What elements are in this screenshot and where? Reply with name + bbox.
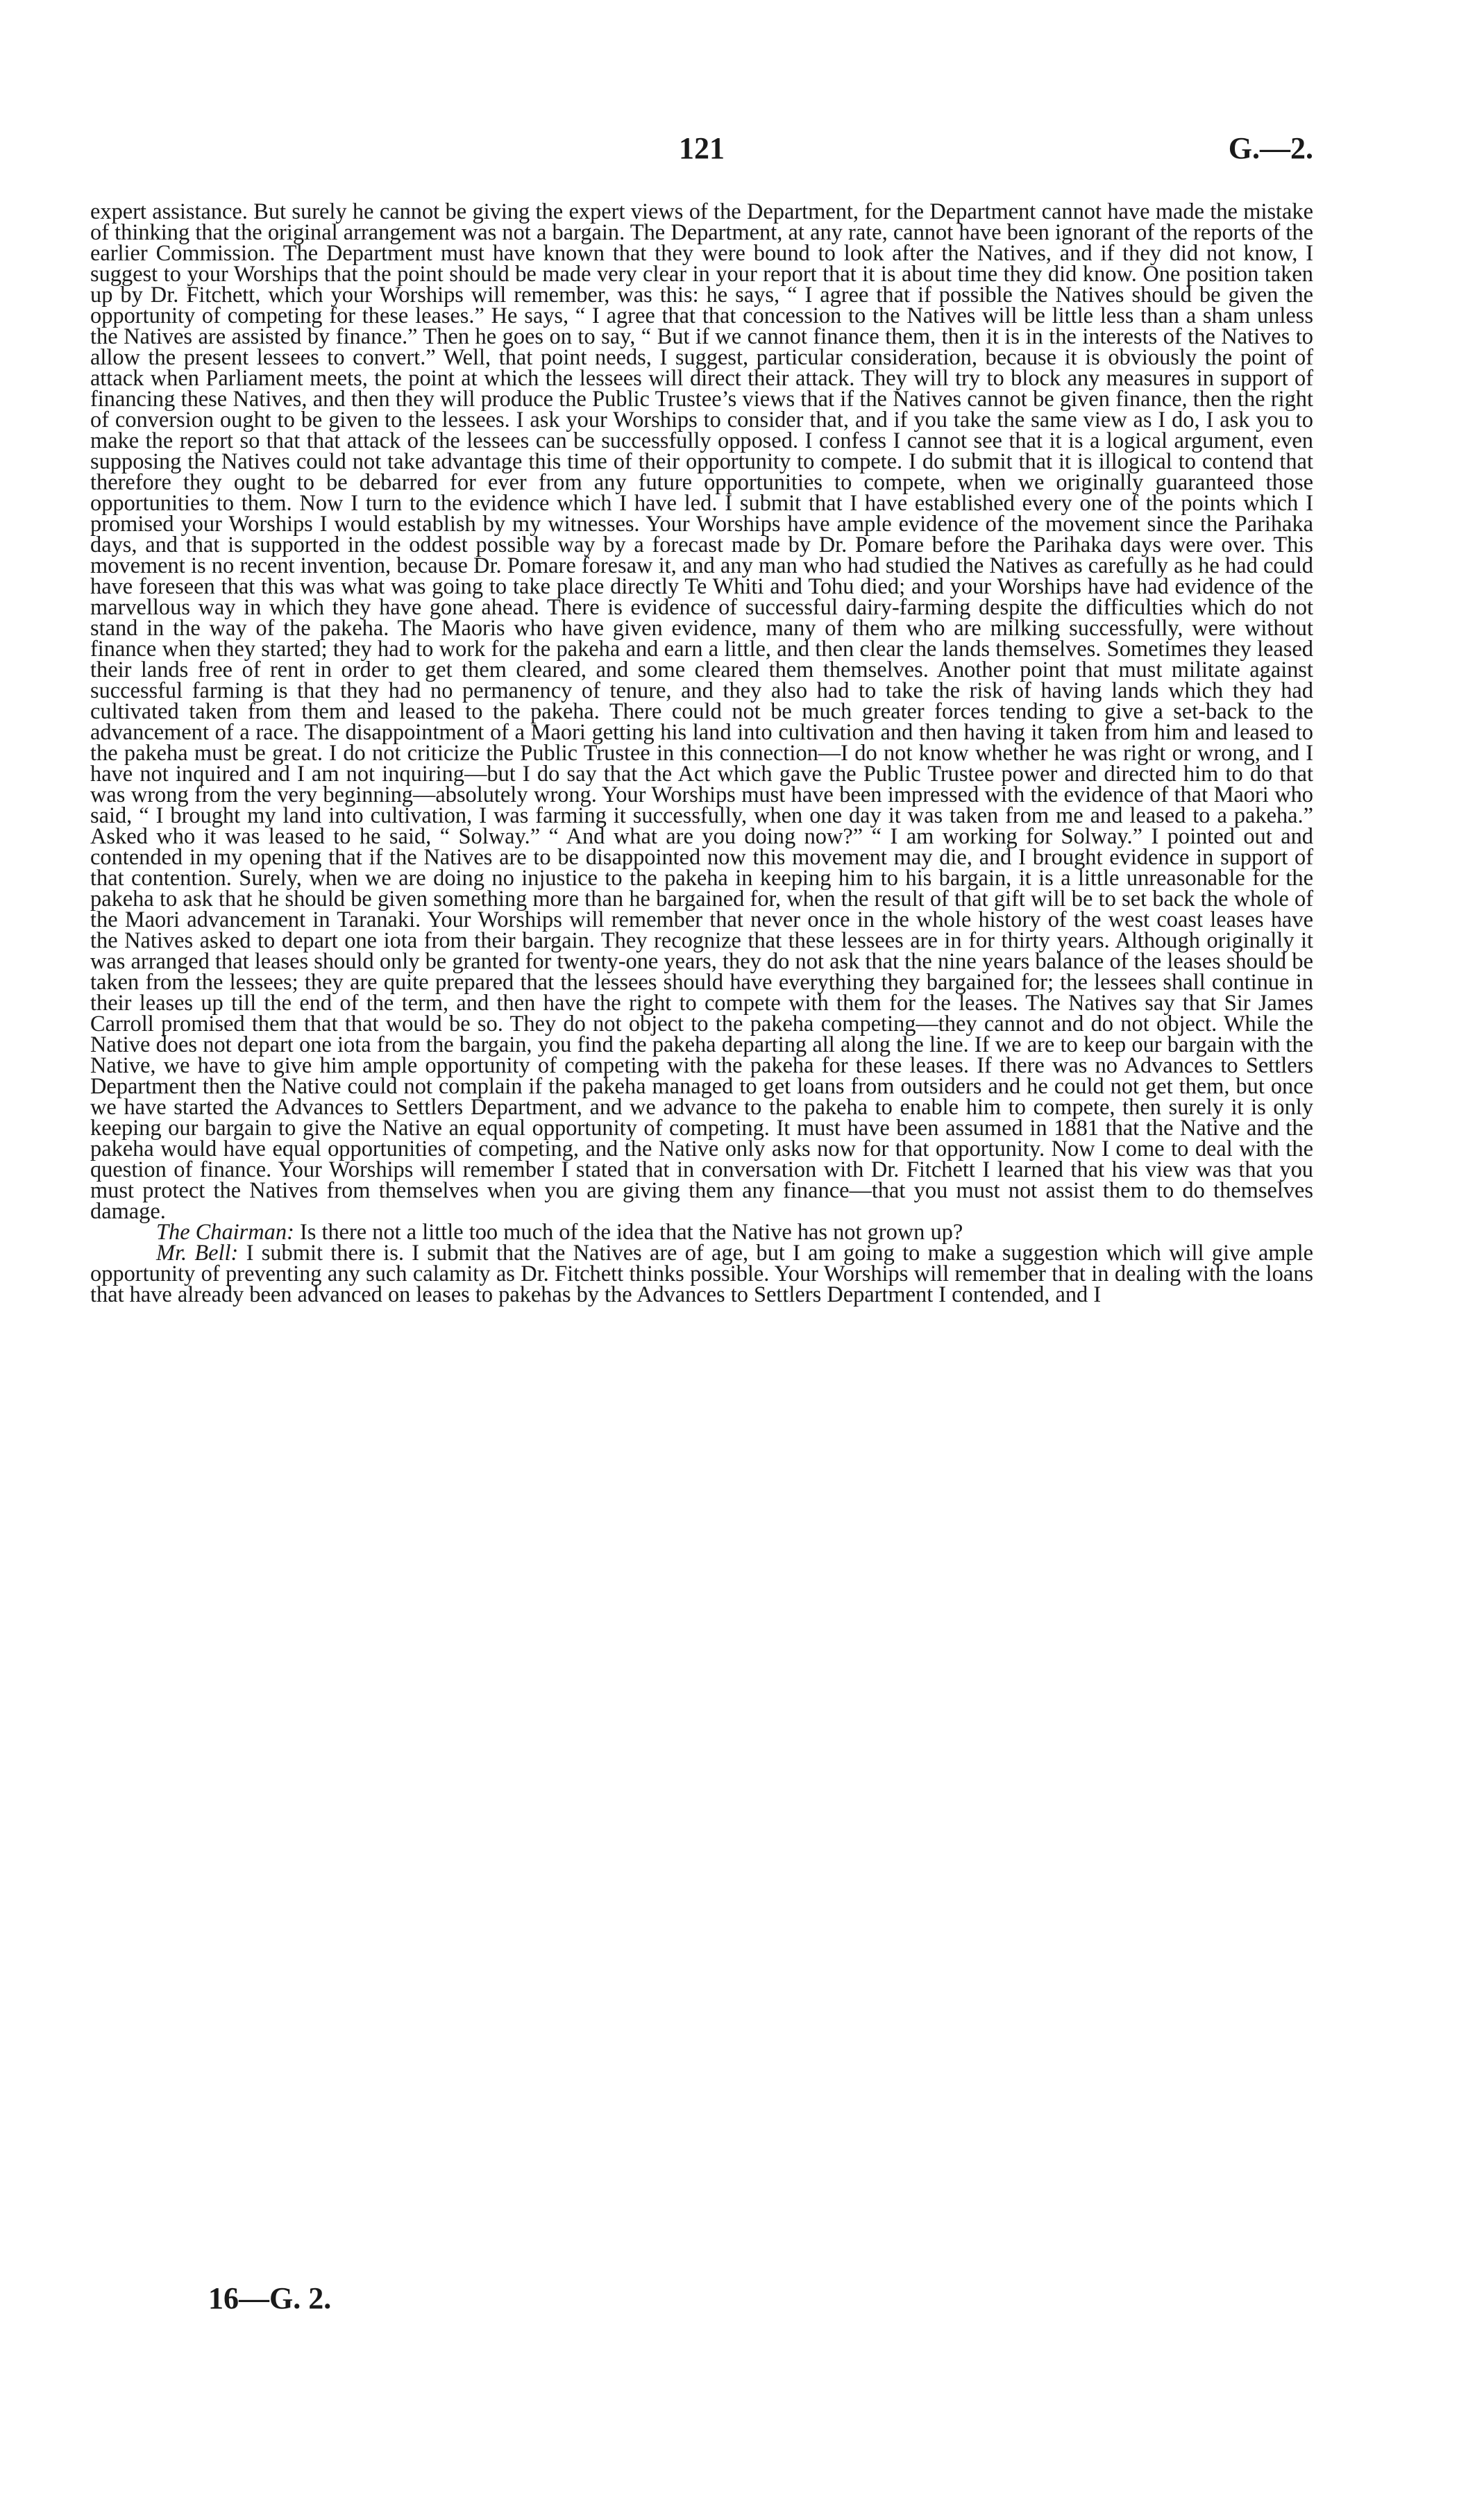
page-signature: 16—G. 2. [208, 2281, 332, 2315]
paragraph-text: Is there not a little too much of the idea that the Native has not grown up? [294, 1220, 963, 1245]
speaker-name: The Chairman: [156, 1220, 294, 1245]
paragraph-expert-assistance [90, 201, 1313, 1222]
paragraph-text: I submit there is. I submit that the Natives are of age, but I am going to make a suggestion which will give ample opportunity of preventing any such calamity as Dr. Fitchett thinks possible. Your Worships will remember that in dealing with the loans that have already been advanced on leases to pakehas by the Advances to Settlers Department I contended, and I [90, 1241, 1314, 1307]
speaker-name: Mr. Bell: [156, 1241, 239, 1266]
paragraph-text: expert assistance. But surely he cannot be giving the expert views of the Department, for the Department cannot have made the mistake of thinking that the original arrangement was not a bargain. The Department, at any rate, cannot have been ignorant of the reports of the earlier Commission. The Department must have known that they were bound to look after the Natives, and if they did not know, I suggest to your Worships that the point should be made very clear in your report that it is about time they did know. One position taken up by Dr. Fitchett, which your Worships will remember, was this: he says, “ I agree that if possible the Natives should be given the opportunity of competing for these leases.” He says, “ I agree that that concession to the Natives will be little less than a sham unless the Natives are assisted by finance.” Then he goes on to say, “ But if we cannot finance them, then it is in the interests of the Natives to allow the present lessees to convert.” Well, that point needs, I suggest, particular consideration, because it is obviously the point of attack when Parliament meets, the point at which the lessees will direct their attack. They will try to block any measures in support of financing these Natives, and then they will produce the Public Trustee’s views that if the Natives cannot be given finance, then the right of conversion ought to be given to the lessees. I ask your Worships to consider that, and if you take the same view as I do, I ask you to make the report so that that attack of the lessees can be successfully opposed. I confess I cannot see that it is a logical argument, even supposing the Natives could not take advantage this time of their opportunity to compete. I do submit that it is illogical to contend that therefore they ought to be debarred for ever from any future opportunities to compete, when we originally guaranteed those opportunities to them. Now I turn to the evidence which I have led. I submit that I have established every one of the points which I promised your Worships I would establish by my witnesses. Your Worships have ample evidence of the movement since the Parihaka days, and that is supported in the oddest possible way by a forecast made by Dr. Pomare before the Parihaka days were over. This movement is no recent invention, because Dr. Pomare foresaw it, and any man who had studied the Natives as carefully as he had could have foreseen that this was what was going to take place directly Te Whiti and Tohu died; and your Worships have had evidence of the marvellous way in which they have gone ahead. There is evidence of successful dairy-farming despite the difficulties which do not stand in the way of the pakeha. The Maoris who have given evidence, many of them who are milking successfully, were without finance when they started; they had to work for the pakeha and earn a little, and then clear the lands themselves. Sometimes they leased their lands free of rent in order to get them cleared, and some cleared them themselves. Another point that must militate against successful farming is that they had no permanency of tenure, and they also had to take the risk of having lands which they had cultivated taken from them and leased to the pakeha. There could not be much greater forces tending to give a set-back to the advancement of a race. The disappointment of a Maori getting his land into cultivation and then having it taken from him and leased to the pakeha must be great. I do not criticize the Public Trustee in this connection—I do not know whether he was right or wrong, and I have not inquired and I am not inquiring—but I do say that the Act which gave the Public Trustee power and directed him to do that was wrong from the very beginning—absolutely wrong. Your Worships must have been impressed with the evidence of that Maori who said, “ I brought my land into cultivation, I was farming it successfully, when one day it was taken from me and leased to a pakeha.” Asked who it was leased to he said, “ Solway.” “ And what are you doing now?” “ I am working for Solway.” I pointed out and contended in my opening that if the Natives are to be disappointed now this movement may die, and I brought evidence in support of that contention. Surely, when we are doing no injustice to the pakeha in keeping him to his bargain, it is a little unreasonable for the pakeha to ask that he should be given something more than he bargained for, when the result of that gift will be to set back the whole of the Maori advancement in Taranaki. Your Worships will remember that never once in the whole history of the west coast leases have the Natives asked to depart one iota from their bargain. They recognize that these lessees are in for thirty years. Although originally it was arranged that leases should only be granted for twenty-one years, they do not ask that the nine years balance of the leases should be taken from the lessees; they are quite prepared that the lessees should have everything they bargained for; the lessees shall continue in their leases up till the end of the term, and then have the right to compete with them for the leases. The Natives say that Sir James Carroll promised them that that would be so. They do not object to the pakeha competing—they cannot and do not object. While the Native does not depart one iota from the bargain, you find the pakeha departing all along the line. If we are to keep our bargain with the Native, we have to give him ample opportunity of competing with the pakeha for these leases. If there was no Advances to Settlers Department then the Native could not complain if the pakeha managed to get loans from outsiders and he could not get them, but once we have started the Advances to Settlers Department, and we advance to the pakeha to enable him to compete, then surely it is only keeping our bargain to give the Native an equal opportunity of competing. It must have been assumed in 1881 that the Native and the pakeha would have equal opportunities of competing, and the Native only asks now for that opportunity. Now I come to deal with the question of finance. Your Worships will remember I stated that in conversation with Dr. Fitchett I learned that his view was that you must protect the Natives from themselves when you are giving them any finance—that you must not assist them to do themselves damage. [90, 199, 1313, 1224]
paragraph-chairman [90, 1222, 1313, 1243]
paragraph-mr-bell [90, 1243, 1313, 1305]
page-number: 121 [679, 131, 725, 165]
document-reference: G.—2. [1228, 131, 1313, 165]
page-header [90, 131, 1313, 186]
body-text [90, 201, 1313, 1305]
